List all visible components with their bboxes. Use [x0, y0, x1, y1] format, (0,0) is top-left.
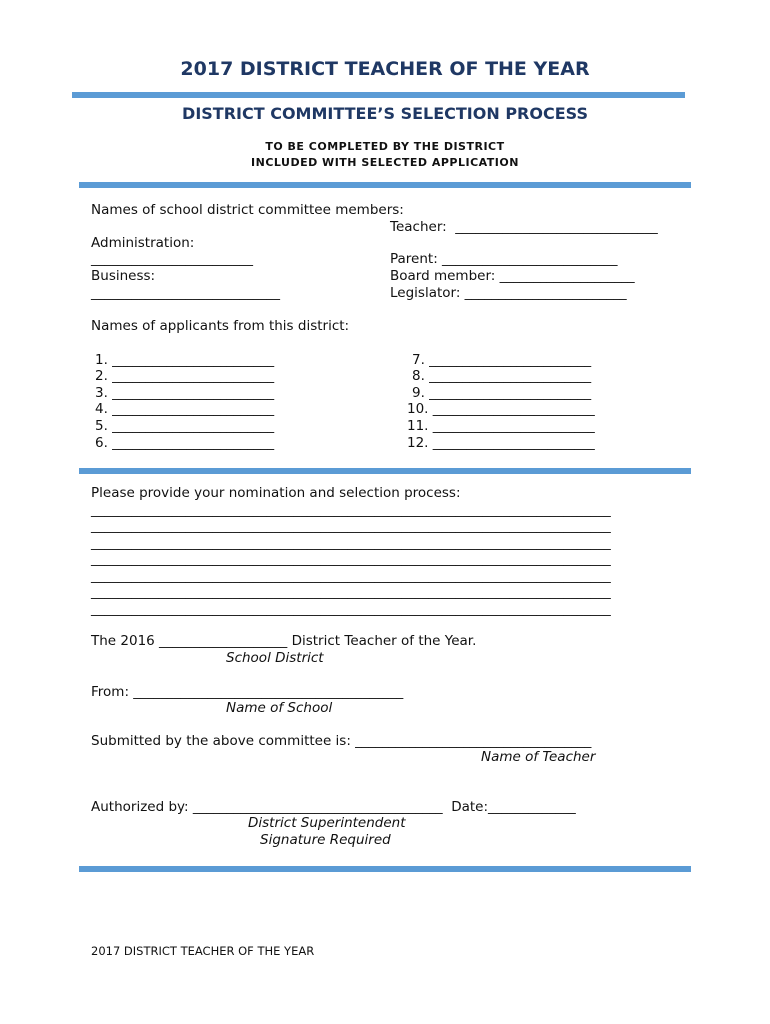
applicant-field-6[interactable]: 6. ________________________ — [95, 435, 275, 451]
process-line-4[interactable]: _____________________________________________________________________________ — [91, 551, 611, 567]
administration-field[interactable]: ________________________ — [91, 251, 253, 267]
process-line-3[interactable]: _____________________________________________________________________________ — [91, 535, 611, 551]
bottom-divider — [79, 866, 691, 872]
page-footer: 2017 DISTRICT TEACHER OF THE YEAR — [91, 944, 315, 958]
from-field[interactable]: From: ________________________________________ — [91, 684, 404, 700]
business-field[interactable]: ____________________________ — [91, 285, 280, 301]
prior-winner-field[interactable]: The 2016 ___________________ District Teacher of the Year. — [91, 633, 477, 649]
process-line-6[interactable]: _____________________________________________________________________________ — [91, 584, 611, 600]
header-divider — [79, 182, 691, 188]
applicant-field-1[interactable]: 1. ________________________ — [95, 352, 275, 368]
administration-label: Administration: — [91, 235, 195, 251]
applicant-field-2[interactable]: 2. ________________________ — [95, 368, 275, 384]
signature-caption: Signature Required — [260, 832, 391, 848]
title-divider — [72, 92, 685, 98]
name-of-school-caption: Name of School — [226, 700, 333, 716]
committee-heading: Names of school district committee members: — [91, 202, 404, 218]
superintendent-caption: District Superintendent — [248, 815, 406, 831]
authorized-by-field[interactable]: Authorized by: _____________________________________ Date:_____________ — [91, 799, 576, 815]
page-title: 2017 DISTRICT TEACHER OF THE YEAR — [180, 58, 590, 80]
applicant-field-10[interactable]: 10. ________________________ — [407, 401, 595, 417]
process-line-1[interactable]: _____________________________________________________________________________ — [91, 502, 611, 518]
teacher-field[interactable]: Teacher: ______________________________ — [390, 219, 658, 235]
applicant-field-11[interactable]: 11. ________________________ — [407, 418, 595, 434]
legislator-field[interactable]: Legislator: ________________________ — [390, 285, 627, 301]
applicant-field-8[interactable]: 8. ________________________ — [412, 368, 592, 384]
name-of-teacher-caption: Name of Teacher — [481, 749, 596, 765]
process-heading: Please provide your nomination and selection process: — [91, 485, 461, 501]
board-member-field[interactable]: Board member: ____________________ — [390, 268, 635, 284]
instruction-line-2: INCLUDED WITH SELECTED APPLICATION — [251, 156, 519, 169]
page-subtitle: DISTRICT COMMITTEE’S SELECTION PROCESS — [182, 104, 588, 123]
applicant-field-4[interactable]: 4. ________________________ — [95, 401, 275, 417]
process-line-5[interactable]: _____________________________________________________________________________ — [91, 568, 611, 584]
applicant-field-7[interactable]: 7. ________________________ — [412, 352, 592, 368]
applicant-field-3[interactable]: 3. ________________________ — [95, 385, 275, 401]
business-label: Business: — [91, 268, 156, 284]
process-line-2[interactable]: _____________________________________________________________________________ — [91, 518, 611, 534]
applicant-field-5[interactable]: 5. ________________________ — [95, 418, 275, 434]
process-line-7[interactable]: _____________________________________________________________________________ — [91, 601, 611, 617]
submitted-by-field[interactable]: Submitted by the above committee is: ___________________________________ — [91, 733, 592, 749]
instruction-line-1: TO BE COMPLETED BY THE DISTRICT — [265, 140, 505, 153]
applicant-field-12[interactable]: 12. ________________________ — [407, 435, 595, 451]
parent-field[interactable]: Parent: __________________________ — [390, 251, 618, 267]
school-district-caption: School District — [226, 650, 324, 666]
applicant-field-9[interactable]: 9. ________________________ — [412, 385, 592, 401]
applicants-heading: Names of applicants from this district: — [91, 318, 350, 334]
section-divider — [79, 468, 691, 474]
